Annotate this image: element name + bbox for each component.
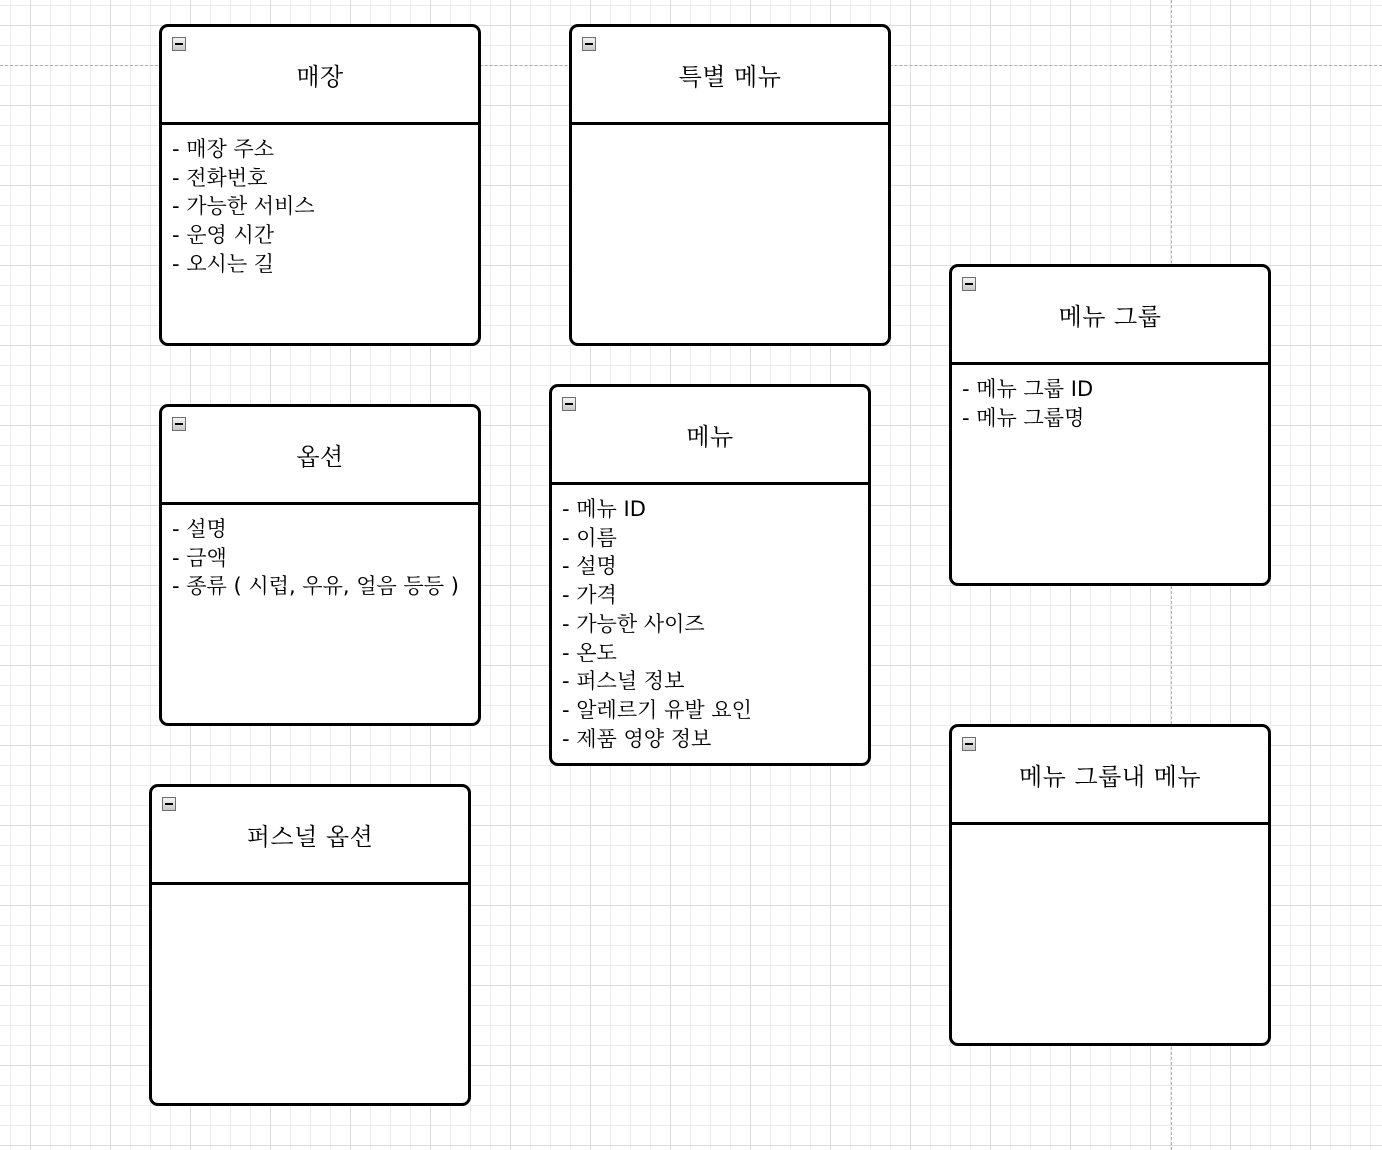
attribute: - 종류 ( 시럽, 우유, 얼음 등등 ) (172, 574, 459, 599)
entity-attributes (152, 885, 468, 895)
entity-special-menu[interactable] (569, 24, 891, 346)
entity-menu-group[interactable] (949, 264, 1271, 586)
entity-header (162, 27, 478, 125)
entity-header (152, 787, 468, 885)
collapse-minus-icon[interactable] (962, 737, 976, 751)
entity-title: 매장 (296, 63, 344, 91)
attribute: - 이름 (562, 525, 617, 550)
entity-header (552, 387, 868, 485)
attribute: - 오시는 길 (172, 251, 275, 276)
attribute: - 운영 시간 (172, 223, 275, 248)
entity-attributes (552, 485, 868, 753)
entity-store[interactable] (159, 24, 481, 346)
attribute: - 메뉴 그룹 ID (962, 377, 1094, 401)
attribute: - 알레르기 유발 요인 (562, 697, 752, 722)
entity-option[interactable] (159, 404, 481, 726)
attribute: - 온도 (562, 640, 617, 665)
entity-attributes (952, 365, 1268, 432)
attribute: - 가능한 서비스 (172, 194, 315, 219)
entity-title: 특별 메뉴 (678, 63, 782, 91)
entity-menu-in-group[interactable] (949, 724, 1271, 1046)
attribute: - 메뉴 ID (562, 497, 646, 521)
entity-title: 옵션 (296, 443, 344, 471)
entity-title: 메뉴 그룹내 메뉴 (1018, 763, 1202, 791)
attribute: - 매장 주소 (172, 137, 275, 161)
entity-title: 메뉴 (686, 423, 734, 451)
entity-personal-option[interactable] (149, 784, 471, 1106)
collapse-minus-icon[interactable] (962, 277, 976, 291)
entity-attributes (162, 125, 478, 279)
entity-menu[interactable] (549, 384, 871, 766)
attribute: - 제품 영양 정보 (562, 726, 712, 751)
collapse-minus-icon[interactable] (172, 417, 186, 431)
entity-header (162, 407, 478, 505)
entity-attributes (952, 825, 1268, 835)
entity-title: 퍼스널 옵션 (246, 823, 374, 851)
attribute: - 설명 (172, 517, 227, 541)
entity-title: 메뉴 그룹 (1058, 303, 1162, 331)
entity-attributes (162, 505, 478, 601)
attribute: - 메뉴 그룹명 (962, 405, 1085, 430)
collapse-minus-icon[interactable] (172, 37, 186, 51)
entity-header (952, 727, 1268, 825)
collapse-minus-icon[interactable] (582, 37, 596, 51)
entity-attributes (572, 125, 888, 135)
collapse-minus-icon[interactable] (162, 797, 176, 811)
entity-header (952, 267, 1268, 365)
attribute: - 설명 (562, 554, 617, 579)
attribute: - 퍼스널 정보 (562, 669, 685, 694)
attribute: - 가격 (562, 583, 617, 608)
attribute: - 가능한 사이즈 (562, 611, 705, 636)
attribute: - 전화번호 (172, 165, 268, 190)
entity-header (572, 27, 888, 125)
collapse-minus-icon[interactable] (562, 397, 576, 411)
attribute: - 금액 (172, 545, 227, 570)
